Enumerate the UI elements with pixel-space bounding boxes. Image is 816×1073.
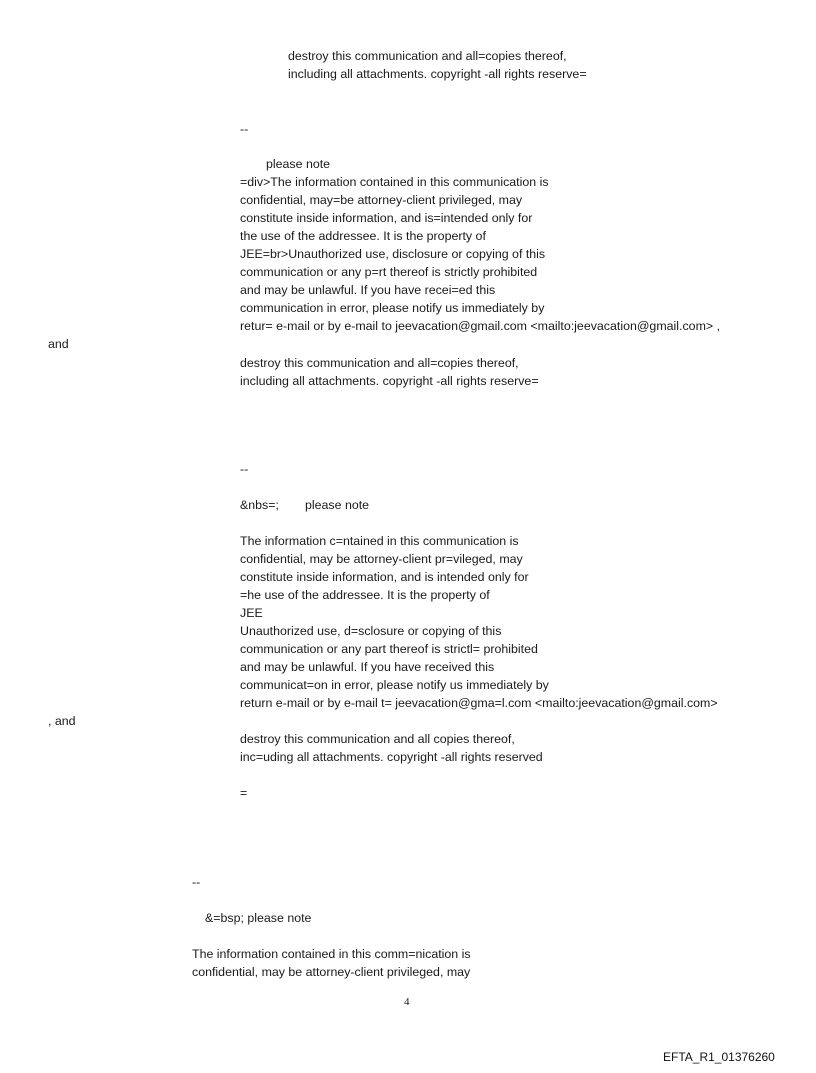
hanging-word: , and [48,714,76,728]
text-line: communication or any p=rt thereof is strictly prohibited [240,265,538,279]
text-line: inc=uding all attachments. copyright -all rights reserved [240,750,543,764]
text-line: confidential, may=be attorney-client privileged, may [240,193,523,207]
nbsp-artifact: &nbs=; [240,498,279,512]
text-line: destroy this communication and all copies thereof, [240,732,515,746]
text-line: communicat=on in error, please notify us immediately by [240,678,549,692]
text-line: communication or any part thereof is strictl= prohibited [240,642,538,656]
equals-artifact: = [240,786,248,800]
text-line: communication in error, please notify us immediately by [240,301,545,315]
text-line-email: return e-mail or by e-mail t= jeevacation@gma=l.com <mailto:jeevacation@gmail.com> [240,696,718,710]
text-line: including all attachments. copyright -all rights reserve= [288,67,587,81]
separator: -- [240,462,249,476]
text-line: and may be unlawful. If you have recei=ed this [240,283,496,297]
hanging-word: and [48,337,69,351]
separator: -- [192,875,201,889]
text-line: The information contained in this comm=nication is [192,947,471,961]
page-number: 4 [404,996,410,1008]
text-line: confidential, may be attorney-client pr=vileged, may [240,552,523,566]
text-line: including all attachments. copyright -all rights reserve= [240,374,539,388]
text-line: =he use of the addressee. It is the property of [240,588,490,602]
text-line: The information c=ntained in this communication is [240,534,519,548]
please-note-heading: &=bsp; please note [205,911,312,925]
document-id: EFTA_R1_01376260 [663,1050,775,1064]
text-line: destroy this communication and all=copies thereof, [288,49,567,63]
text-line: JEE [240,606,263,620]
text-line: destroy this communication and all=copies thereof, [240,356,519,370]
please-note-heading: please note [305,498,370,512]
please-note-heading: please note [266,157,331,171]
text-line: and may be unlawful. If you have received this [240,660,495,674]
text-line-email: retur= e-mail or by e-mail to jeevacation@gmail.com <mailto:jeevacation@gmail.com> , [240,319,721,333]
text-line: confidential, may be attorney-client privileged, may [192,965,471,979]
text-line: the use of the addressee. It is the property of [240,229,486,243]
text-line: constitute inside information, and is=intended only for [240,211,533,225]
text-line: =div>The information contained in this communication is [240,175,549,189]
text-line: JEE=br>Unauthorized use, disclosure or copying of this [240,247,546,261]
text-line: Unauthorized use, d=sclosure or copying of this [240,624,502,638]
text-line: constitute inside information, and is intended only for [240,570,529,584]
separator: -- [240,122,249,136]
